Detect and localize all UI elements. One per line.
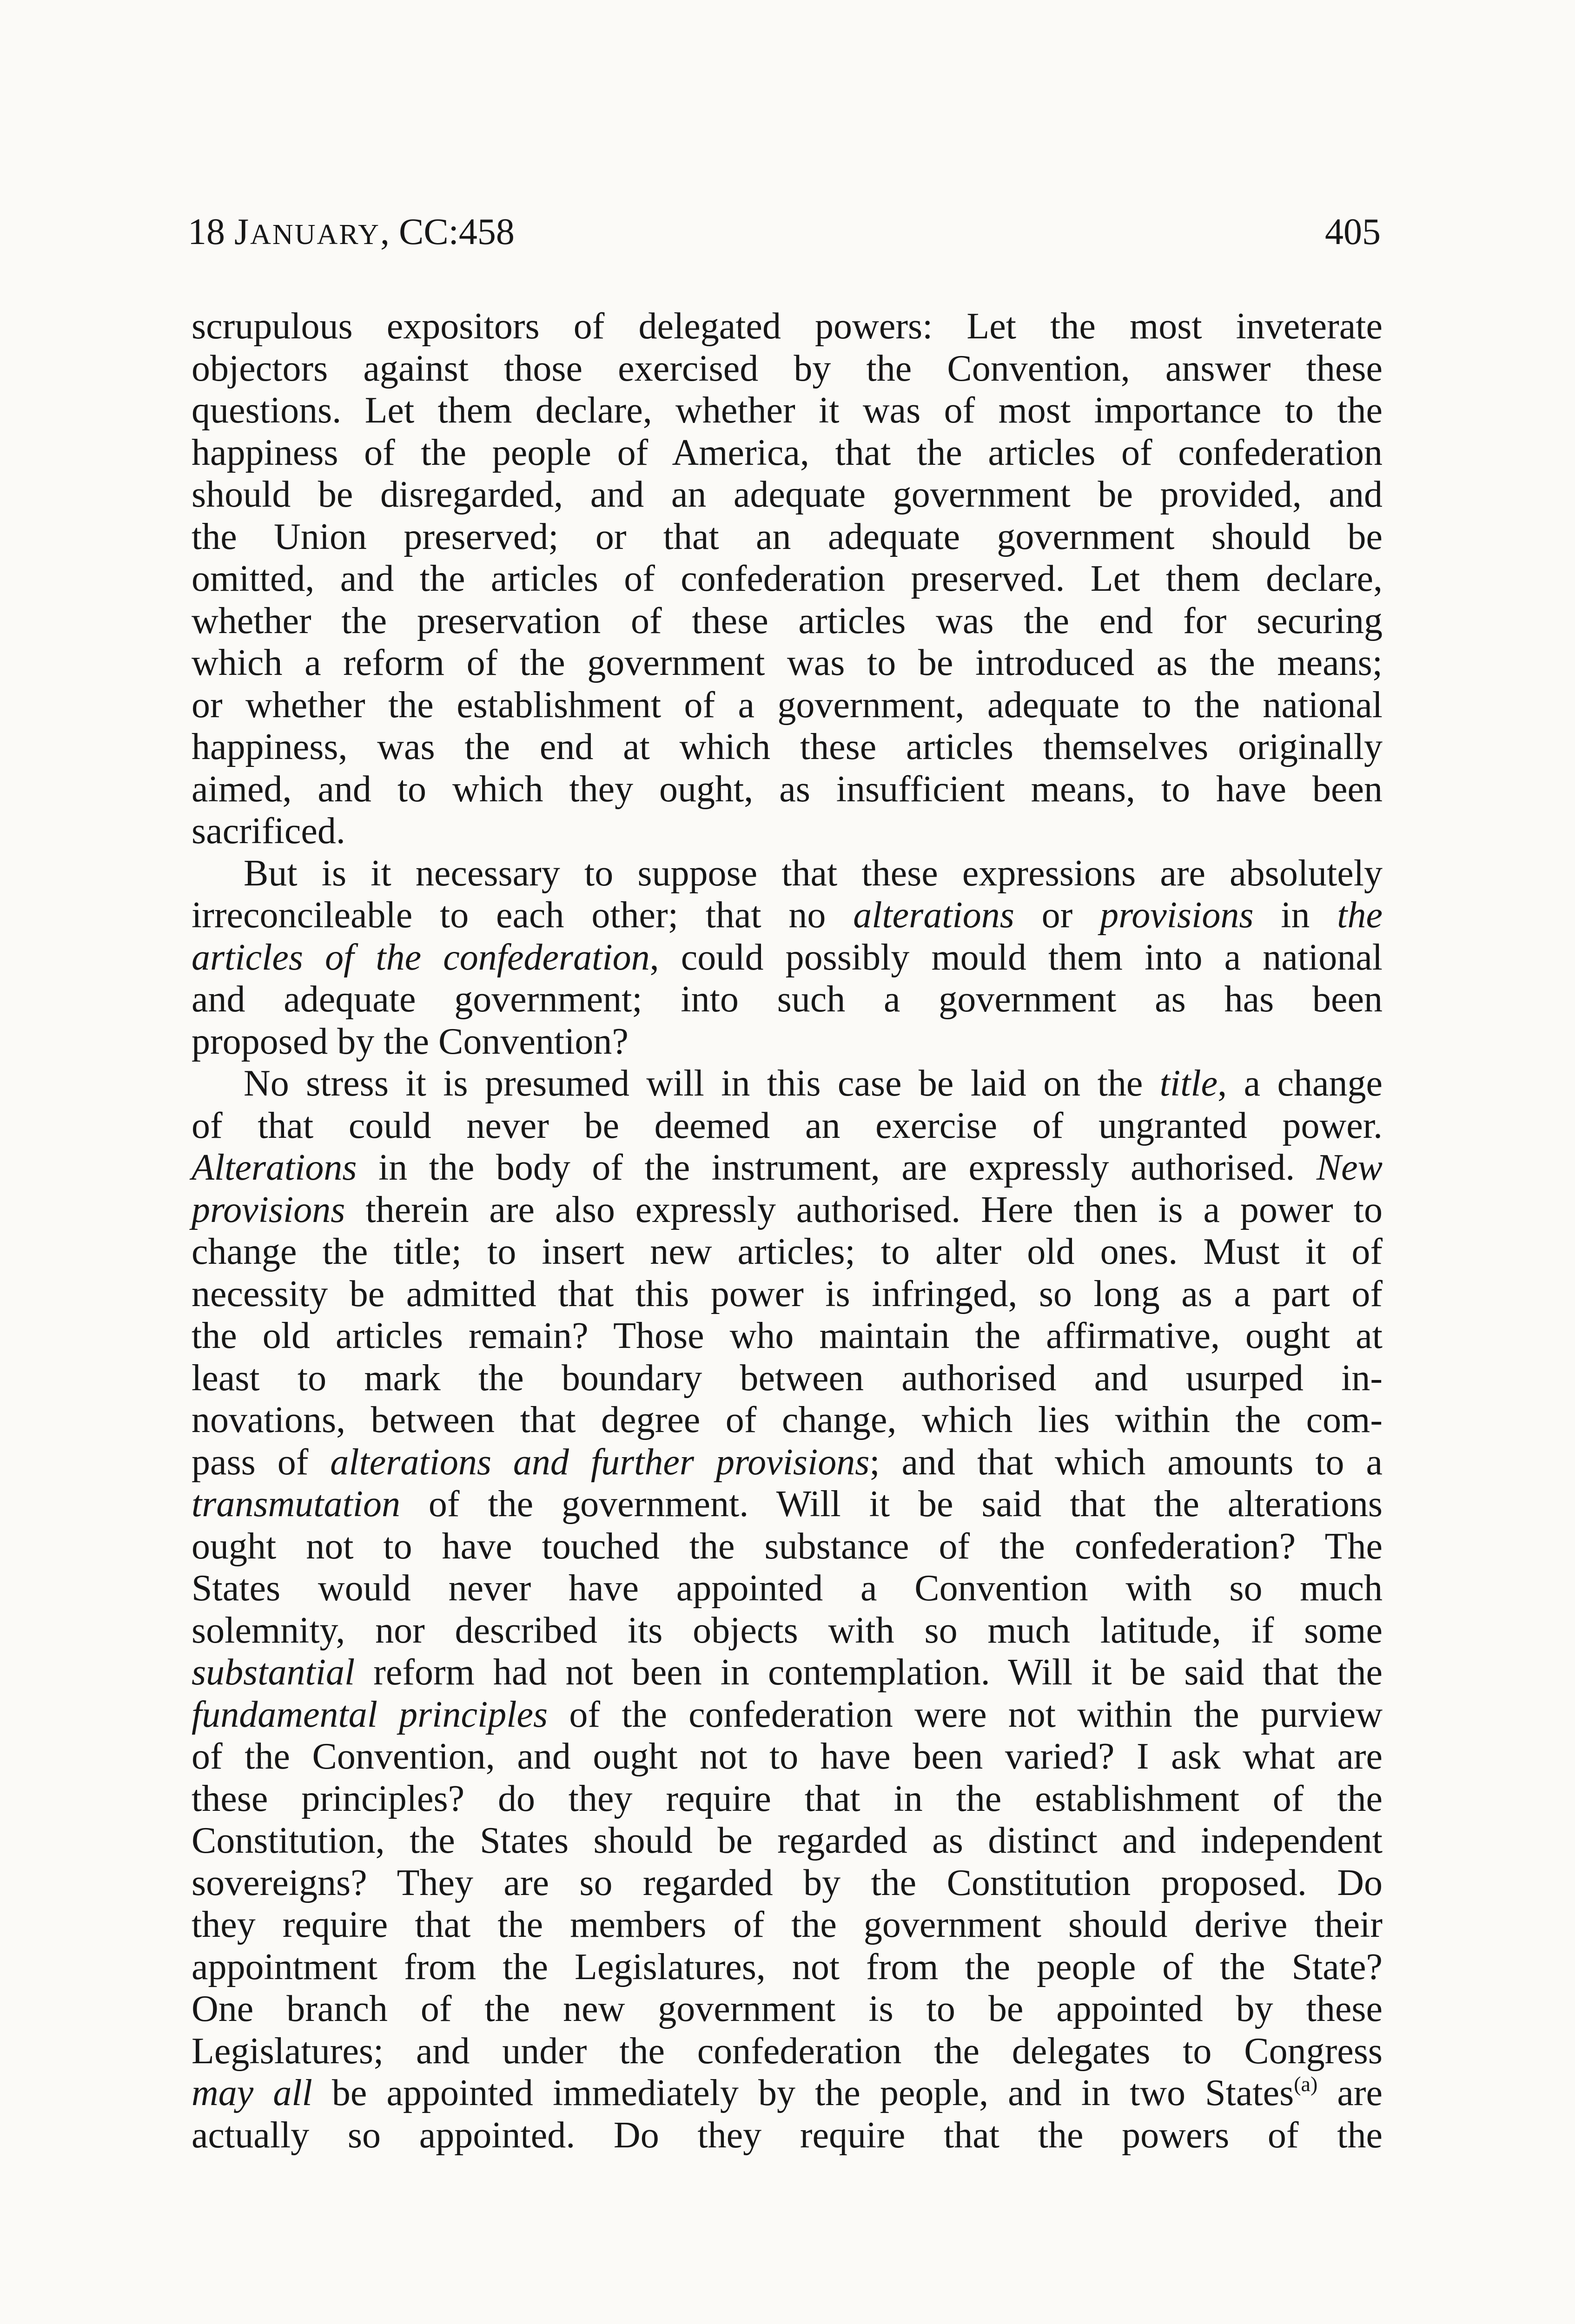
text-line: novations, between that degree of change, which lies within the com- bbox=[192, 1400, 1383, 1440]
text-run: of the government. Will it be said that the alterations bbox=[400, 1484, 1383, 1525]
text-line: proposed by the Convention? bbox=[192, 1021, 629, 1062]
text-line: ought not to have touched the substance of the confederation? The bbox=[192, 1525, 1383, 1567]
running-head bbox=[188, 211, 515, 256]
text-run: , a change bbox=[1218, 1063, 1383, 1104]
text-line bbox=[192, 1063, 1383, 1105]
text-run: No stress it is presumed will in this case be laid on the bbox=[244, 1063, 1160, 1104]
text-run: are bbox=[1317, 2073, 1383, 2113]
footnote-marker: (a) bbox=[1294, 2072, 1318, 2096]
text-line bbox=[192, 894, 1383, 937]
body-text bbox=[192, 305, 1383, 2156]
text-run: irreconcileable to each other; that no bbox=[192, 895, 854, 936]
text-line: actually so appointed. Do they require that the powers of the bbox=[192, 2114, 1383, 2156]
text-line: of that could never be deemed an exercise of ungranted power. bbox=[192, 1105, 1383, 1146]
text-line: States would never have appointed a Convention with so much bbox=[192, 1568, 1383, 1609]
italic-text: articles of the confederation bbox=[192, 937, 650, 978]
text-line: or whether the establishment of a government, adequate to the national bbox=[192, 684, 1383, 726]
text-line: appointment from the Legislatures, not from the people of the State? bbox=[192, 1946, 1383, 1987]
paragraph bbox=[192, 852, 1383, 1063]
text-run: therein are also expressly authorised. Here then is a power to bbox=[345, 1189, 1383, 1230]
text-line: and adequate government; into such a government as has been bbox=[192, 979, 1383, 1020]
text-line: which a reform of the government was to be introduced as the means; bbox=[192, 642, 1383, 683]
text-line: change the title; to insert new articles; to alter old ones. Must it of bbox=[192, 1231, 1383, 1272]
text-line: happiness of the people of America, that the articles of confederation bbox=[192, 432, 1383, 473]
text-line bbox=[192, 1441, 1383, 1484]
text-run: be appointed immediately by the people, and in two States bbox=[312, 2073, 1294, 2113]
text-line: the Union preserved; or that an adequate government should be bbox=[192, 516, 1383, 557]
text-line: omitted, and the articles of confederation preserved. Let them declare, bbox=[192, 558, 1383, 599]
text-line: sovereigns? They are so regarded by the Constitution proposed. Do bbox=[192, 1862, 1383, 1903]
text-line bbox=[192, 2072, 1383, 2114]
text-line: whether the preservation of these articles was the end for securing bbox=[192, 600, 1383, 641]
text-line: these principles? do they require that in the establishment of the bbox=[192, 1778, 1383, 1819]
text-line: sacrificed. bbox=[192, 811, 345, 852]
italic-text: Alterations bbox=[192, 1147, 357, 1188]
text-line: Constitution, the States should be regarded as distinct and independent bbox=[192, 1820, 1383, 1861]
text-line bbox=[192, 1483, 1383, 1525]
paragraph bbox=[192, 305, 1383, 852]
text-line: they require that the members of the government should derive their bbox=[192, 1904, 1383, 1945]
text-run: in the body of the instrument, are expressly authorised. bbox=[357, 1147, 1317, 1188]
page-header bbox=[188, 211, 1381, 253]
text-line: aimed, and to which they ought, as insufficient means, to have been bbox=[192, 768, 1383, 810]
text-line: least to mark the boundary between authorised and usurped in- bbox=[192, 1357, 1383, 1399]
italic-text: provisions bbox=[192, 1189, 345, 1230]
text-line: the old articles remain? Those who maintain the affirmative, ought at bbox=[192, 1315, 1383, 1356]
italic-text: substantial bbox=[192, 1652, 355, 1693]
running-head-day: 18 bbox=[188, 211, 234, 252]
text-run: , could possibly mould them into a national bbox=[649, 937, 1383, 978]
paragraph bbox=[192, 1063, 1383, 2156]
text-line: of the Convention, and ought not to have been varied? I ask what are bbox=[192, 1736, 1383, 1777]
italic-text: the bbox=[1337, 895, 1383, 936]
text-line: should be disregarded, and an adequate government be provided, and bbox=[192, 474, 1383, 515]
text-run: or bbox=[1014, 895, 1100, 936]
text-run: of the confederation were not within the purview bbox=[548, 1694, 1383, 1735]
text-line: necessity be admitted that this power is infringed, so long as a part of bbox=[192, 1273, 1383, 1314]
text-run: pass of bbox=[192, 1441, 331, 1483]
text-line: But is it necessary to suppose that these expressions are absolutely bbox=[244, 852, 1383, 894]
text-line: One branch of the new government is to be appointed by these bbox=[192, 1988, 1383, 2029]
text-line: scrupulous expositors of delegated powers: Let the most inveterate bbox=[192, 306, 1383, 347]
text-run: ; and that which amounts to a bbox=[869, 1441, 1383, 1483]
italic-text: transmutation bbox=[192, 1484, 400, 1525]
italic-text: may all bbox=[192, 2073, 312, 2113]
text-line: Legislatures; and under the confederation the delegates to Congress bbox=[192, 2030, 1383, 2072]
italic-text: provisions bbox=[1100, 895, 1254, 936]
running-head-document-number: , CC:458 bbox=[380, 211, 515, 252]
text-line bbox=[192, 1189, 1383, 1231]
text-run: in bbox=[1253, 895, 1337, 936]
text-line bbox=[192, 1651, 1383, 1694]
text-line: solemnity, nor described its objects with so much latitude, if some bbox=[192, 1610, 1383, 1651]
text-line bbox=[192, 1147, 1383, 1189]
italic-text: title bbox=[1159, 1063, 1218, 1104]
running-head-month: JANUARY bbox=[234, 211, 380, 252]
page-number: 405 bbox=[1325, 211, 1381, 252]
text-line: happiness, was the end at which these articles themselves originally bbox=[192, 726, 1383, 767]
text-line bbox=[192, 1694, 1383, 1736]
italic-text: fundamental principles bbox=[192, 1694, 548, 1735]
text-line: questions. Let them declare, whether it was of most importance to the bbox=[192, 390, 1383, 431]
text-line bbox=[192, 937, 1383, 979]
text-line: objectors against those exercised by the Convention, answer these bbox=[192, 348, 1383, 389]
italic-text: alterations and further provisions bbox=[330, 1441, 870, 1483]
italic-text: New bbox=[1316, 1147, 1383, 1188]
text-run: reform had not been in contemplation. Will it be said that the bbox=[355, 1652, 1383, 1693]
italic-text: alterations bbox=[853, 895, 1014, 936]
